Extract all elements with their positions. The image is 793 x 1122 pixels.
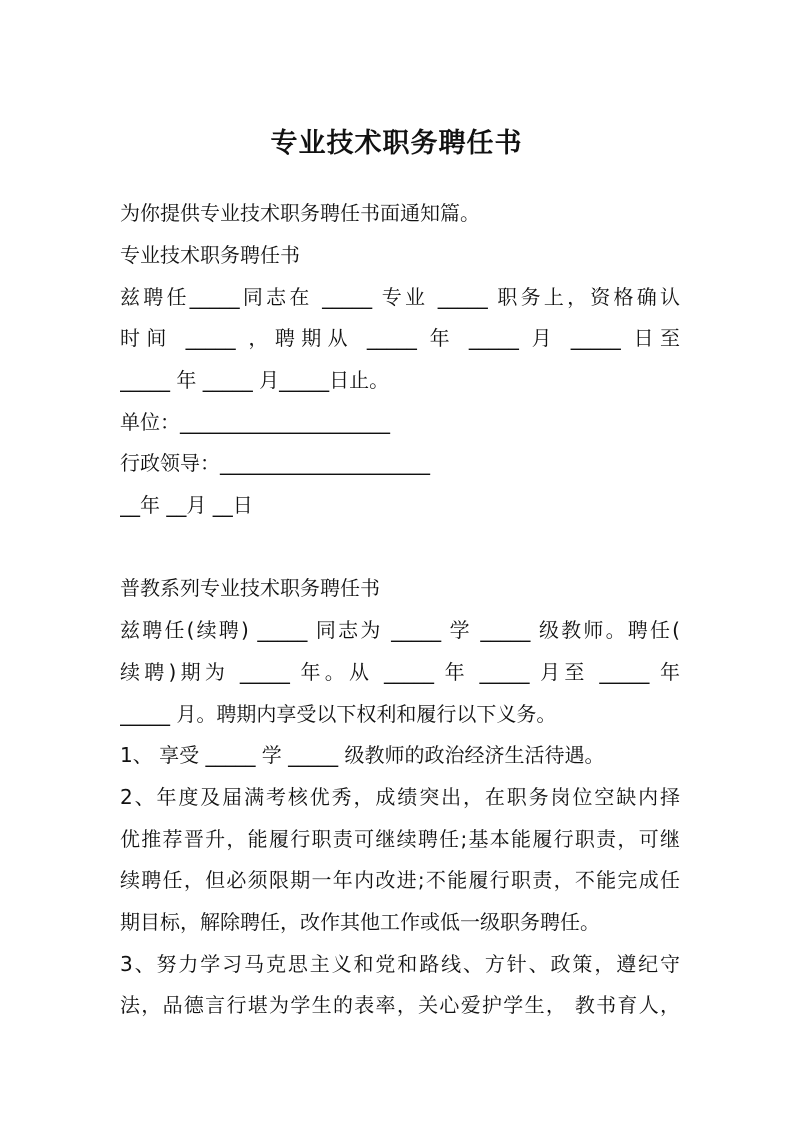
clause-line: 续聘任，但必须限期一年内改进;不能履行职责，不能完成任: [120, 868, 680, 892]
body-line: 时间 _____ ，聘期从 _____ 年 _____ 月 _____ 日至: [120, 326, 680, 350]
document-title: 专业技术职务聘任书: [270, 128, 523, 159]
clause-line: 期目标，解除聘任，改作其他工作或低一级职务聘任。: [120, 910, 600, 934]
body-line: _____ 月。聘期内享受以下权利和履行以下义务。: [120, 702, 557, 726]
body-line: 兹聘任(续聘) _____ 同志为 _____ 学 _____ 级教师。聘任(: [120, 618, 680, 642]
clause-line: 2、年度及届满考核优秀，成绩突出，在职务岗位空缺内择: [120, 785, 680, 809]
date-field: __年 __月 __日: [120, 493, 253, 517]
clause-line: 优推荐晋升，能履行职责可继续聘任;基本能履行职责，可继: [120, 827, 680, 851]
clause-line: 3、努力学习马克思主义和党和路线、方针、政策，遵纪守: [120, 952, 680, 976]
body-line: _____ 年 _____ 月_____日止。: [120, 368, 390, 392]
clause-line: 法，品德言行堪为学生的表率，关心爱护学生， 教书育人，: [120, 993, 680, 1017]
section-heading: 普教系列专业技术职务聘任书: [120, 576, 380, 600]
body-line: 兹聘任_____同志在 _____ 专业 _____ 职务上，资格确认: [120, 285, 680, 309]
section-heading: 专业技术职务聘任书: [120, 243, 300, 267]
body-line: 续聘)期为 _____ 年。从 _____ 年 _____ 月至 _____ 年: [120, 660, 680, 684]
clause-line: 1、 享受 _____ 学 _____ 级教师的政治经济生活待遇。: [120, 743, 605, 767]
unit-field: 单位：_____________________: [120, 410, 390, 434]
intro-line: 为你提供专业技术职务聘任书面通知篇。: [120, 201, 480, 225]
leader-field: 行政领导：_____________________: [120, 451, 430, 475]
